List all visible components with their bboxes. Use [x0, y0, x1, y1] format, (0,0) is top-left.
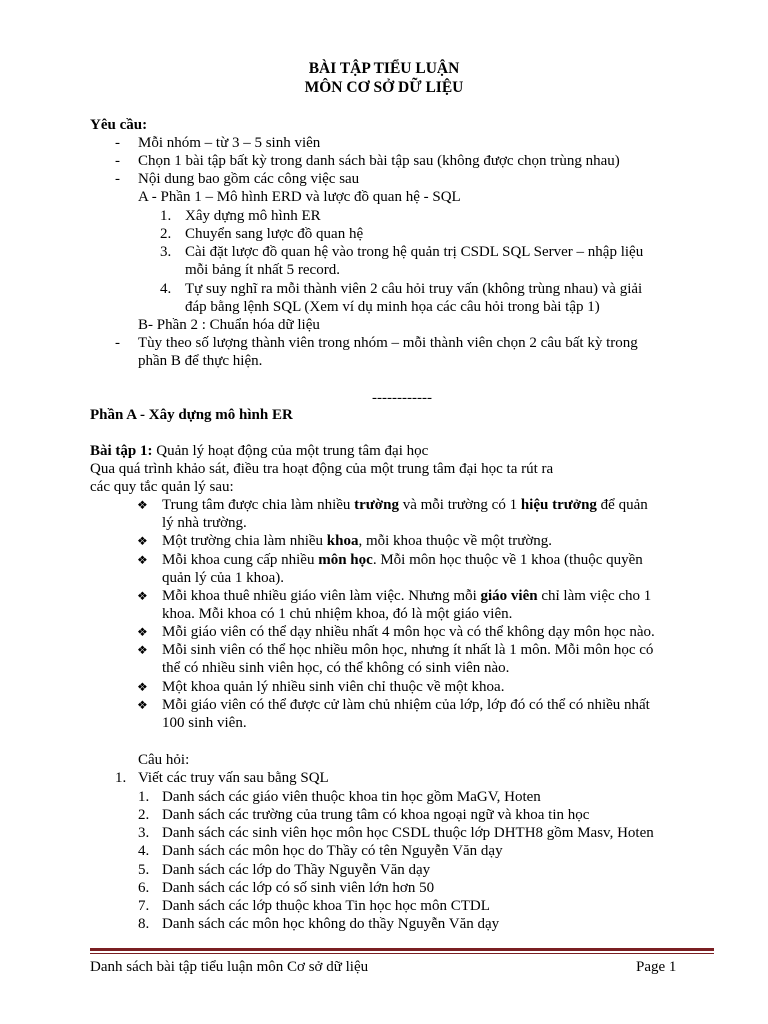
query-number: 2. [138, 807, 150, 823]
step-number: 1. [160, 208, 172, 224]
question-1: Viết các truy vấn sau bằng SQL [138, 770, 329, 786]
rule-6-line-1: Mỗi sinh viên có thể học nhiều môn học, nhưng ít nhất là 1 môn. Mỗi môn học có [162, 642, 654, 658]
rule-8-line-1: Mỗi giáo viên có thể được cử làm chủ nhiệm của lớp, lớp đó có thể có nhiều nhất [162, 697, 650, 713]
rule-8-line-2: 100 sinh viên. [162, 715, 247, 731]
exercise-1-title [90, 442, 428, 460]
rule-1-line-2: lý nhà trường. [162, 515, 247, 531]
requirement-3: Nội dung bao gồm các công việc sau [138, 171, 360, 187]
query-item: Danh sách các lớp có số sinh viên lớn hơn 50 [162, 880, 435, 896]
rule-fragment: chỉ làm việc cho 1 [537, 588, 652, 604]
query-item: Danh sách các môn học do Thầy có tên Nguyễn Văn dạy [162, 843, 503, 859]
query-item: Danh sách các giáo viên thuộc khoa tin học gồm MaGV, Hoten [162, 789, 541, 805]
diamond-bullet-icon: ❖ [137, 498, 148, 512]
footer-title: Danh sách bài tập tiểu luận môn Cơ sở dữ liệu [90, 959, 369, 975]
rule-fragment: , mỗi khoa thuộc về một trường. [358, 533, 553, 549]
part-a-line: A - Phần 1 – Mô hình ERD và lược đồ quan hệ - SQL [138, 189, 461, 205]
intro-line-2: các quy tắc quản lý sau: [90, 479, 234, 495]
rule-fragment: . Mỗi môn học thuộc về 1 khoa (thuộc quyền [372, 552, 643, 568]
requirement-1: Mỗi nhóm – từ 3 – 5 sinh viên [138, 135, 321, 151]
rule-text [162, 496, 648, 514]
step-text-cont: đáp bằng lệnh SQL (Xem ví dụ minh họa các câu hỏi trong bài tập 1) [185, 299, 600, 315]
footer-rule-thick [90, 948, 714, 951]
rule-fragment: Một trường chia làm nhiều [162, 533, 327, 549]
query-number: 6. [138, 880, 150, 896]
requirement-2: Chọn 1 bài tập bất kỳ trong danh sách bài tập sau (không được chọn trùng nhau) [138, 153, 620, 169]
rule-fragment: và mỗi trường có 1 [398, 497, 521, 513]
query-item: Danh sách các lớp thuộc khoa Tin học học môn CTDL [162, 898, 490, 914]
rule-6-line-2: thể có nhiều sinh viên học, có thể không có sinh viên nào. [162, 660, 510, 676]
query-item: Danh sách các môn học không do thầy Nguyễn Văn dạy [162, 916, 500, 932]
intro-line-1: Qua quá trình khảo sát, điều tra hoạt động của một trung tâm đại học ta rút ra [90, 461, 554, 477]
step-text: Tự suy nghĩ ra mỗi thành viên 2 câu hỏi truy vấn (không trùng nhau) và giải [185, 281, 643, 297]
rule-keyword: hiệu trưởng [520, 497, 597, 513]
rule-fragment: Mỗi khoa cung cấp nhiều [162, 552, 319, 568]
query-item: Danh sách các sinh viên học môn học CSDL thuộc lớp DHTH8 gồm Masv, Hoten [162, 825, 654, 841]
title-line-2: MÔN CƠ SỞ DỮ LIỆU [304, 79, 464, 96]
step-number: 2. [160, 226, 172, 242]
question-number: 1. [115, 770, 127, 786]
query-number: 8. [138, 916, 150, 932]
rule-1-line-1 [162, 496, 713, 514]
query-number: 3. [138, 825, 150, 841]
step-number: 4. [160, 281, 172, 297]
rule-fragment: Mỗi khoa thuê nhiều giáo viên làm việc. Nhưng mỗi [162, 588, 481, 604]
rule-4-line-2: khoa. Mỗi khoa có 1 chủ nhiệm khoa, đó là một giáo viên. [162, 606, 513, 622]
rule-5: Mỗi giáo viên có thể dạy nhiều nhất 4 môn học và có thể không dạy môn học nào. [162, 624, 655, 640]
diamond-bullet-icon: ❖ [137, 680, 148, 694]
part-b-line: B- Phần 2 : Chuẩn hóa dữ liệu [138, 317, 320, 333]
questions-label: Câu hỏi: [138, 752, 190, 768]
query-item: Danh sách các trường của trung tâm có khoa ngoại ngữ và khoa tin học [162, 807, 590, 823]
requirement-4: Tùy theo số lượng thành viên trong nhóm – mỗi thành viên chọn 2 câu bất kỳ trong [138, 335, 638, 351]
query-number: 1. [138, 789, 150, 805]
title-line-1: BÀI TẬP TIỂU LUẬN [308, 60, 460, 77]
rule-2 [162, 532, 552, 550]
query-number: 5. [138, 862, 150, 878]
rule-keyword: môn học [318, 552, 373, 568]
query-number: 7. [138, 898, 150, 914]
bullet-dash: - [115, 135, 120, 151]
diamond-bullet-icon: ❖ [137, 589, 148, 603]
exercise-label: Bài tập 1: [90, 443, 153, 459]
step-number: 3. [160, 244, 172, 260]
rule-3-line-2: quản lý của 1 khoa). [162, 570, 285, 586]
diamond-bullet-icon: ❖ [137, 534, 148, 548]
rule-keyword: trường [354, 497, 399, 513]
rule-fragment: để quản [596, 497, 648, 513]
step-text: Xây dựng mô hình ER [185, 208, 321, 224]
diamond-bullet-icon: ❖ [137, 553, 148, 567]
separator: ------------ [372, 390, 432, 406]
page-number: Page 1 [636, 959, 677, 975]
rule-3-line-1 [162, 551, 643, 569]
requirements-heading: Yêu cầu: [90, 117, 148, 133]
diamond-bullet-icon: ❖ [137, 625, 148, 639]
step-text-cont: mỗi bảng ít nhất 5 record. [185, 262, 340, 278]
exercise-title: Quản lý hoạt động của một trung tâm đại học [152, 443, 429, 459]
requirement-4-cont: phần B để thực hiện. [138, 353, 263, 369]
rule-4-line-1 [162, 587, 651, 605]
part-a-heading: Phần A - Xây dựng mô hình ER [90, 407, 293, 423]
bullet-dash: - [115, 335, 120, 351]
rule-keyword: giáo viên [480, 588, 538, 604]
footer-rule-thin [90, 953, 714, 954]
query-number: 4. [138, 843, 150, 859]
rule-fragment: Trung tâm được chia làm nhiều [162, 497, 355, 513]
step-text: Cài đặt lược đồ quan hệ vào trong hệ quản trị CSDL SQL Server – nhập liệu [185, 244, 644, 260]
step-text: Chuyển sang lược đồ quan hệ [185, 226, 364, 242]
rule-7: Một khoa quản lý nhiều sinh viên chỉ thuộc về một khoa. [162, 679, 505, 695]
bullet-dash: - [115, 171, 120, 187]
query-item: Danh sách các lớp do Thầy Nguyễn Văn dạy [162, 862, 431, 878]
rule-keyword: khoa [326, 533, 359, 549]
diamond-bullet-icon: ❖ [137, 643, 148, 657]
diamond-bullet-icon: ❖ [137, 698, 148, 712]
bullet-dash: - [115, 153, 120, 169]
